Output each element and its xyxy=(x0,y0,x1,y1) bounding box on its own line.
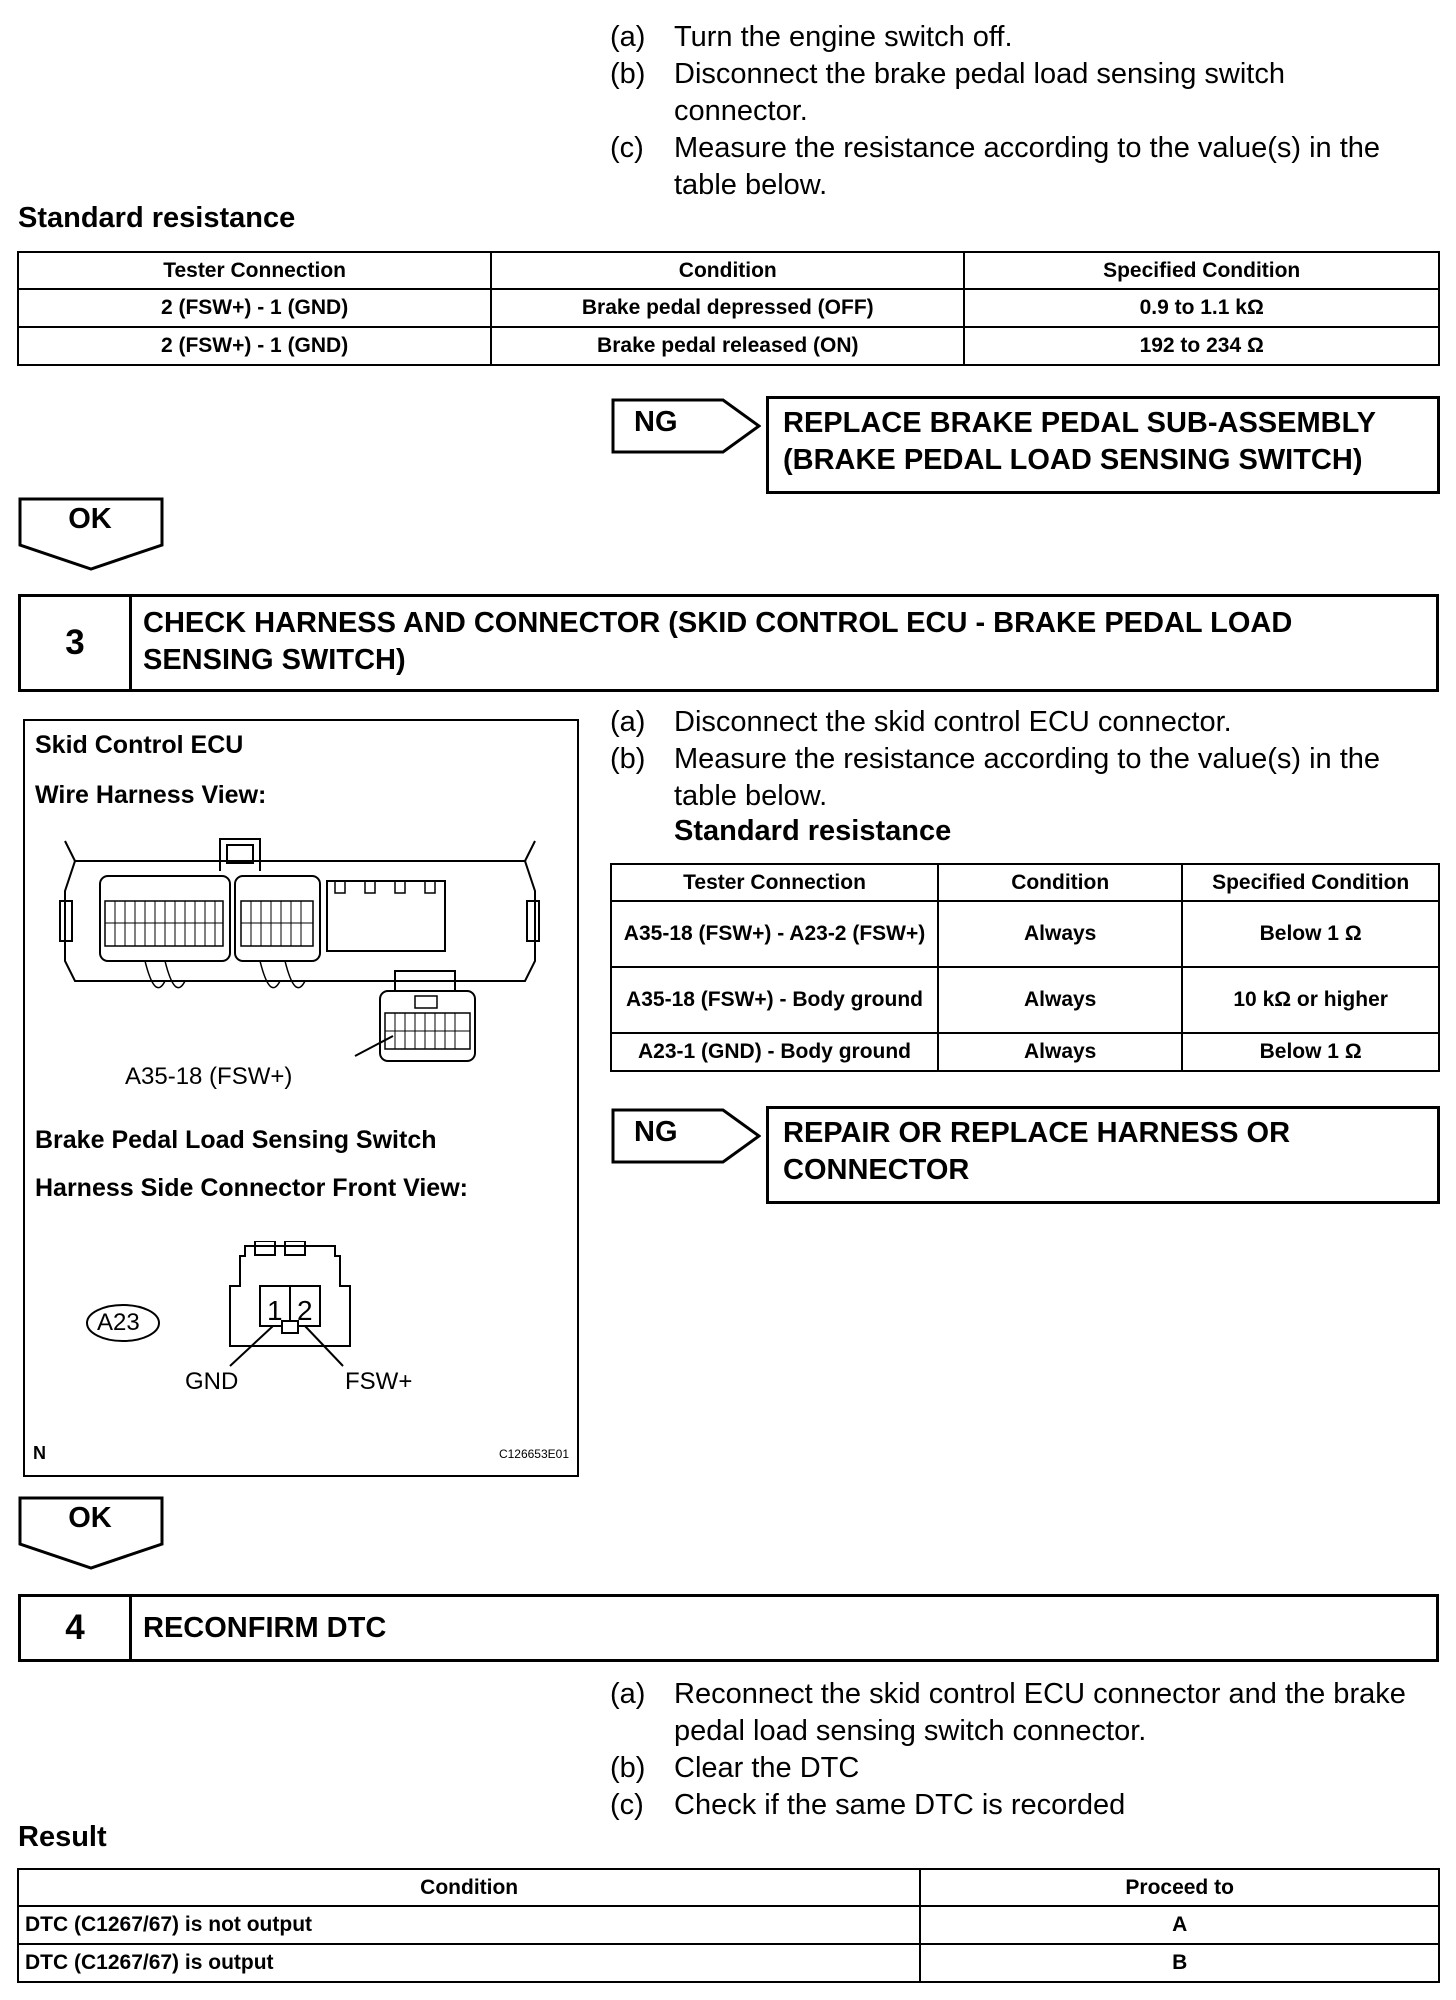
ok-arrow xyxy=(18,497,164,571)
step-item xyxy=(610,1750,1440,1787)
ng-label: NG xyxy=(634,406,678,438)
table-cell: Below 1 Ω xyxy=(1182,1033,1439,1071)
step-item xyxy=(610,130,1430,204)
section3-steps xyxy=(610,704,1430,815)
step-title: RECONFIRM DTC xyxy=(143,1612,387,1644)
section2-steps xyxy=(610,19,1430,204)
connector-figure xyxy=(23,719,579,1477)
step-text: Turn the engine switch off. xyxy=(674,21,1013,53)
step-text: Disconnect the skid control ECU connector. xyxy=(674,706,1232,738)
table-cell: A xyxy=(920,1906,1439,1944)
step-text: Measure the resistance according to the value(s) in the table below. xyxy=(674,132,1381,201)
ng-label: NG xyxy=(634,1116,678,1148)
table-row xyxy=(611,901,1439,967)
step-label: (b) xyxy=(610,1752,646,1784)
table-cell: Brake pedal released (ON) xyxy=(491,327,964,365)
section4-steps xyxy=(610,1676,1440,1824)
table-cell: 10 kΩ or higher xyxy=(1182,967,1439,1033)
ng-result-box: REPAIR OR REPLACE HARNESS OR CONNECTOR xyxy=(766,1106,1440,1204)
step-text: Measure the resistance according to the value(s) in the table below. xyxy=(674,743,1381,812)
step-item xyxy=(610,741,1430,815)
table-header-cell: Specified Condition xyxy=(964,252,1439,289)
table-header-row xyxy=(18,1869,1439,1906)
callout-a35-18: A35-18 (FSW+) xyxy=(125,1063,293,1090)
step-text: Reconnect the skid control ECU connector and the brake pedal load sensing switch connector. xyxy=(674,1678,1406,1747)
resistance-table-2 xyxy=(610,863,1440,1072)
step-label: (c) xyxy=(610,1789,644,1821)
figure-title-switch: Brake Pedal Load Sensing Switch xyxy=(35,1126,437,1154)
table-cell: A23-1 (GND) - Body ground xyxy=(611,1033,938,1071)
step-title: CHECK HARNESS AND CONNECTOR (SKID CONTROL ECU - BRAKE PEDAL LOAD SENSING SWITCH) xyxy=(143,607,1293,676)
table-cell: A35-18 (FSW+) - Body ground xyxy=(611,967,938,1033)
resistance-table-1 xyxy=(17,251,1440,366)
table-header-cell: Tester Connection xyxy=(611,864,938,901)
result-heading: Result xyxy=(18,1821,107,1853)
table-header-cell: Condition xyxy=(938,864,1182,901)
table-row xyxy=(611,1033,1439,1071)
step-number: 3 xyxy=(21,597,132,689)
ecu-connector-illustration xyxy=(45,831,555,1071)
table-cell: 2 (FSW+) - 1 (GND) xyxy=(18,289,491,327)
table-cell: DTC (C1267/67) is output xyxy=(18,1944,920,1982)
step-number: 4 xyxy=(21,1597,132,1659)
standard-resistance-heading: Standard resistance xyxy=(18,202,296,234)
table-row xyxy=(18,289,1439,327)
step-label: (a) xyxy=(610,1678,646,1710)
table-row xyxy=(18,1906,1439,1944)
step-text: Clear the DTC xyxy=(674,1752,860,1784)
table-row xyxy=(18,327,1439,365)
step-header-3 xyxy=(18,594,1439,692)
table-header-cell: Condition xyxy=(18,1869,920,1906)
step-header-4 xyxy=(18,1594,1439,1662)
step-label: (b) xyxy=(610,743,646,775)
table-cell: Always xyxy=(938,901,1182,967)
table-cell: A35-18 (FSW+) - A23-2 (FSW+) xyxy=(611,901,938,967)
figure-code: C126653E01 xyxy=(498,1447,569,1461)
figure-title-front-view: Harness Side Connector Front View: xyxy=(35,1174,468,1202)
table-cell: Below 1 Ω xyxy=(1182,901,1439,967)
fsw-label: FSW+ xyxy=(345,1368,413,1395)
result-table xyxy=(17,1868,1440,1983)
figure-corner-mark: N xyxy=(33,1443,46,1463)
pin-2-label: 2 xyxy=(297,1295,313,1326)
figure-title-ecu: Skid Control ECU xyxy=(35,731,244,759)
pin-1-label: 1 xyxy=(267,1295,283,1326)
table-cell: Brake pedal depressed (OFF) xyxy=(491,289,964,327)
step-item xyxy=(610,56,1430,130)
standard-resistance-heading-2: Standard resistance xyxy=(674,815,952,847)
table-cell: Always xyxy=(938,967,1182,1033)
table-cell: Always xyxy=(938,1033,1182,1071)
figure-title-harness-view: Wire Harness View: xyxy=(35,781,267,809)
table-header-cell: Proceed to xyxy=(920,1869,1439,1906)
table-header-cell: Condition xyxy=(491,252,964,289)
step-label: (a) xyxy=(610,706,646,738)
step-text: Check if the same DTC is recorded xyxy=(674,1789,1126,1821)
step-item xyxy=(610,1676,1440,1750)
step-label: (a) xyxy=(610,21,646,53)
step-item xyxy=(610,1787,1440,1824)
table-cell: DTC (C1267/67) is not output xyxy=(18,1906,920,1944)
ok-arrow xyxy=(18,1496,164,1570)
table-cell: B xyxy=(920,1944,1439,1982)
table-header-row xyxy=(611,864,1439,901)
table-cell: 192 to 234 Ω xyxy=(964,327,1439,365)
table-cell: 0.9 to 1.1 kΩ xyxy=(964,289,1439,327)
table-cell: 2 (FSW+) - 1 (GND) xyxy=(18,327,491,365)
step-label: (c) xyxy=(610,132,644,164)
table-row xyxy=(18,1944,1439,1982)
table-header-row xyxy=(18,252,1439,289)
step-text: Disconnect the brake pedal load sensing switch connector. xyxy=(674,58,1285,127)
step-item xyxy=(610,19,1430,56)
a23-badge-label: A23 xyxy=(97,1309,140,1336)
step-item xyxy=(610,704,1430,741)
step-label: (b) xyxy=(610,58,646,90)
table-header-cell: Tester Connection xyxy=(18,252,491,289)
ng-result-box: REPLACE BRAKE PEDAL SUB-ASSEMBLY (BRAKE PEDAL LOAD SENSING SWITCH) xyxy=(766,396,1440,494)
table-row xyxy=(611,967,1439,1033)
table-header-cell: Specified Condition xyxy=(1182,864,1439,901)
ok-label: OK xyxy=(68,503,112,535)
ok-label: OK xyxy=(68,1502,112,1534)
gnd-label: GND xyxy=(185,1368,239,1395)
